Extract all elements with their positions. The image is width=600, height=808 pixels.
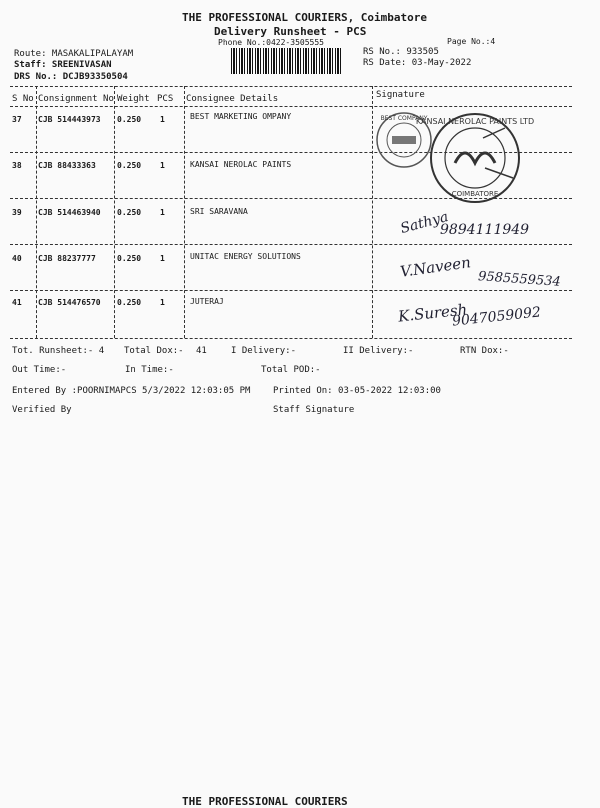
row-consignee: BEST MARKETING OMPANY [190, 112, 292, 121]
row-sno: 37 [12, 115, 22, 124]
row-sno: 39 [12, 208, 22, 217]
signature-row-39: Sathya [398, 208, 451, 238]
phone-row-41: 9047059092 [451, 304, 542, 330]
company-stamp-text: BEST COMPANY [380, 115, 428, 122]
col-header-sno: S No [12, 94, 34, 104]
phone-row-40: 9585559534 [477, 269, 562, 290]
document-title: Delivery Runsheet - PCS [214, 25, 367, 38]
in-time: In Time:- [125, 365, 174, 375]
row-consignee: SRI SARAVANA [190, 207, 248, 216]
col-header-pcs: PCS [157, 94, 174, 104]
col-header-consignee: Consignee Details [186, 94, 279, 104]
tot-runsheet: Tot. Runsheet:- 4 [12, 346, 105, 356]
rs-date: RS Date: 03-May-2022 [363, 58, 472, 68]
row-consignment: CJB 88433363 [38, 161, 96, 170]
out-time: Out Time:- [12, 365, 67, 375]
staff: Staff: SREENIVASAN [14, 60, 112, 70]
row-weight: 0.250 [117, 208, 142, 217]
row-consignee: KANSAI NEROLAC PAINTS [190, 160, 292, 169]
row-consignee: JUTERAJ [190, 297, 224, 306]
route: Route: MASAKALIPALAYAM [14, 49, 134, 59]
table-top-border [10, 86, 572, 87]
rs-number: RS No.: 933505 [363, 47, 439, 57]
row-pcs: 1 [160, 161, 165, 170]
row-weight: 0.250 [117, 161, 142, 170]
entered-by: Entered By :POORNIMAPCS 5/3/2022 12:03:05 PM [12, 386, 251, 396]
staff-signature: Staff Signature [273, 405, 355, 415]
row-sno: 40 [12, 254, 22, 263]
column-divider [36, 86, 37, 338]
column-divider [114, 86, 115, 338]
column-divider [184, 86, 185, 338]
row-sno: 38 [12, 161, 22, 170]
printed-on: Printed On: 03-05-2022 12:03:00 [273, 386, 441, 396]
row-consignment: CJB 514443973 [38, 115, 101, 124]
phone-row-39: 9894111949 [440, 222, 530, 238]
row-consignment: CJB 514476570 [38, 298, 101, 307]
verified-by: Verified By [12, 405, 72, 415]
nerolac-stamp-text: KANSAI NEROLAC PAINTS LTD [415, 117, 535, 126]
rtn-dox: RTN Dox:- [460, 346, 509, 356]
row-consignment: CJB 514463940 [38, 208, 101, 217]
nerolac-stamp [415, 108, 535, 208]
col-header-signature: Signature [376, 90, 425, 100]
row-consignment: CJB 88237777 [38, 254, 96, 263]
total-pod: Total POD:- [261, 365, 321, 375]
table-header-border [10, 106, 572, 107]
row-divider [10, 290, 572, 291]
nerolac-stamp-city: COIMBATORE [451, 190, 499, 198]
barcode [231, 48, 343, 74]
row-sno: 41 [12, 298, 22, 307]
signature-row-41: K.Suresh [397, 300, 469, 326]
row-weight: 0.250 [117, 298, 142, 307]
col-header-consignment: Consignment No [38, 94, 114, 104]
row-consignee: UNITAC ENERGY SOLUTIONS [190, 252, 301, 261]
row-weight: 0.250 [117, 115, 142, 124]
total-dox-label: Total Dox:- [124, 346, 184, 356]
i-delivery: I Delivery:- [231, 346, 297, 356]
signature-row-40: V.Naveen [399, 253, 472, 281]
drs-number: DRS No.: DCJB93350504 [14, 72, 128, 82]
row-pcs: 1 [160, 208, 165, 217]
col-header-weight: Weight [117, 94, 150, 104]
phone-number: Phone No.:0422-3505555 [218, 38, 324, 47]
total-dox-value: 41 [196, 346, 207, 356]
ii-delivery: II Delivery:- [343, 346, 414, 356]
row-weight: 0.250 [117, 254, 142, 263]
page-number: Page No.:4 [447, 37, 496, 46]
row-divider [10, 244, 572, 245]
footer-cut-title: THE PROFESSIONAL COURIERS [182, 795, 348, 808]
column-divider [372, 86, 373, 338]
row-pcs: 1 [160, 115, 165, 124]
row-pcs: 1 [160, 254, 165, 263]
company-name: THE PROFESSIONAL COURIERS, Coimbatore [182, 11, 428, 24]
table-bottom-border [10, 338, 572, 339]
row-pcs: 1 [160, 298, 165, 307]
